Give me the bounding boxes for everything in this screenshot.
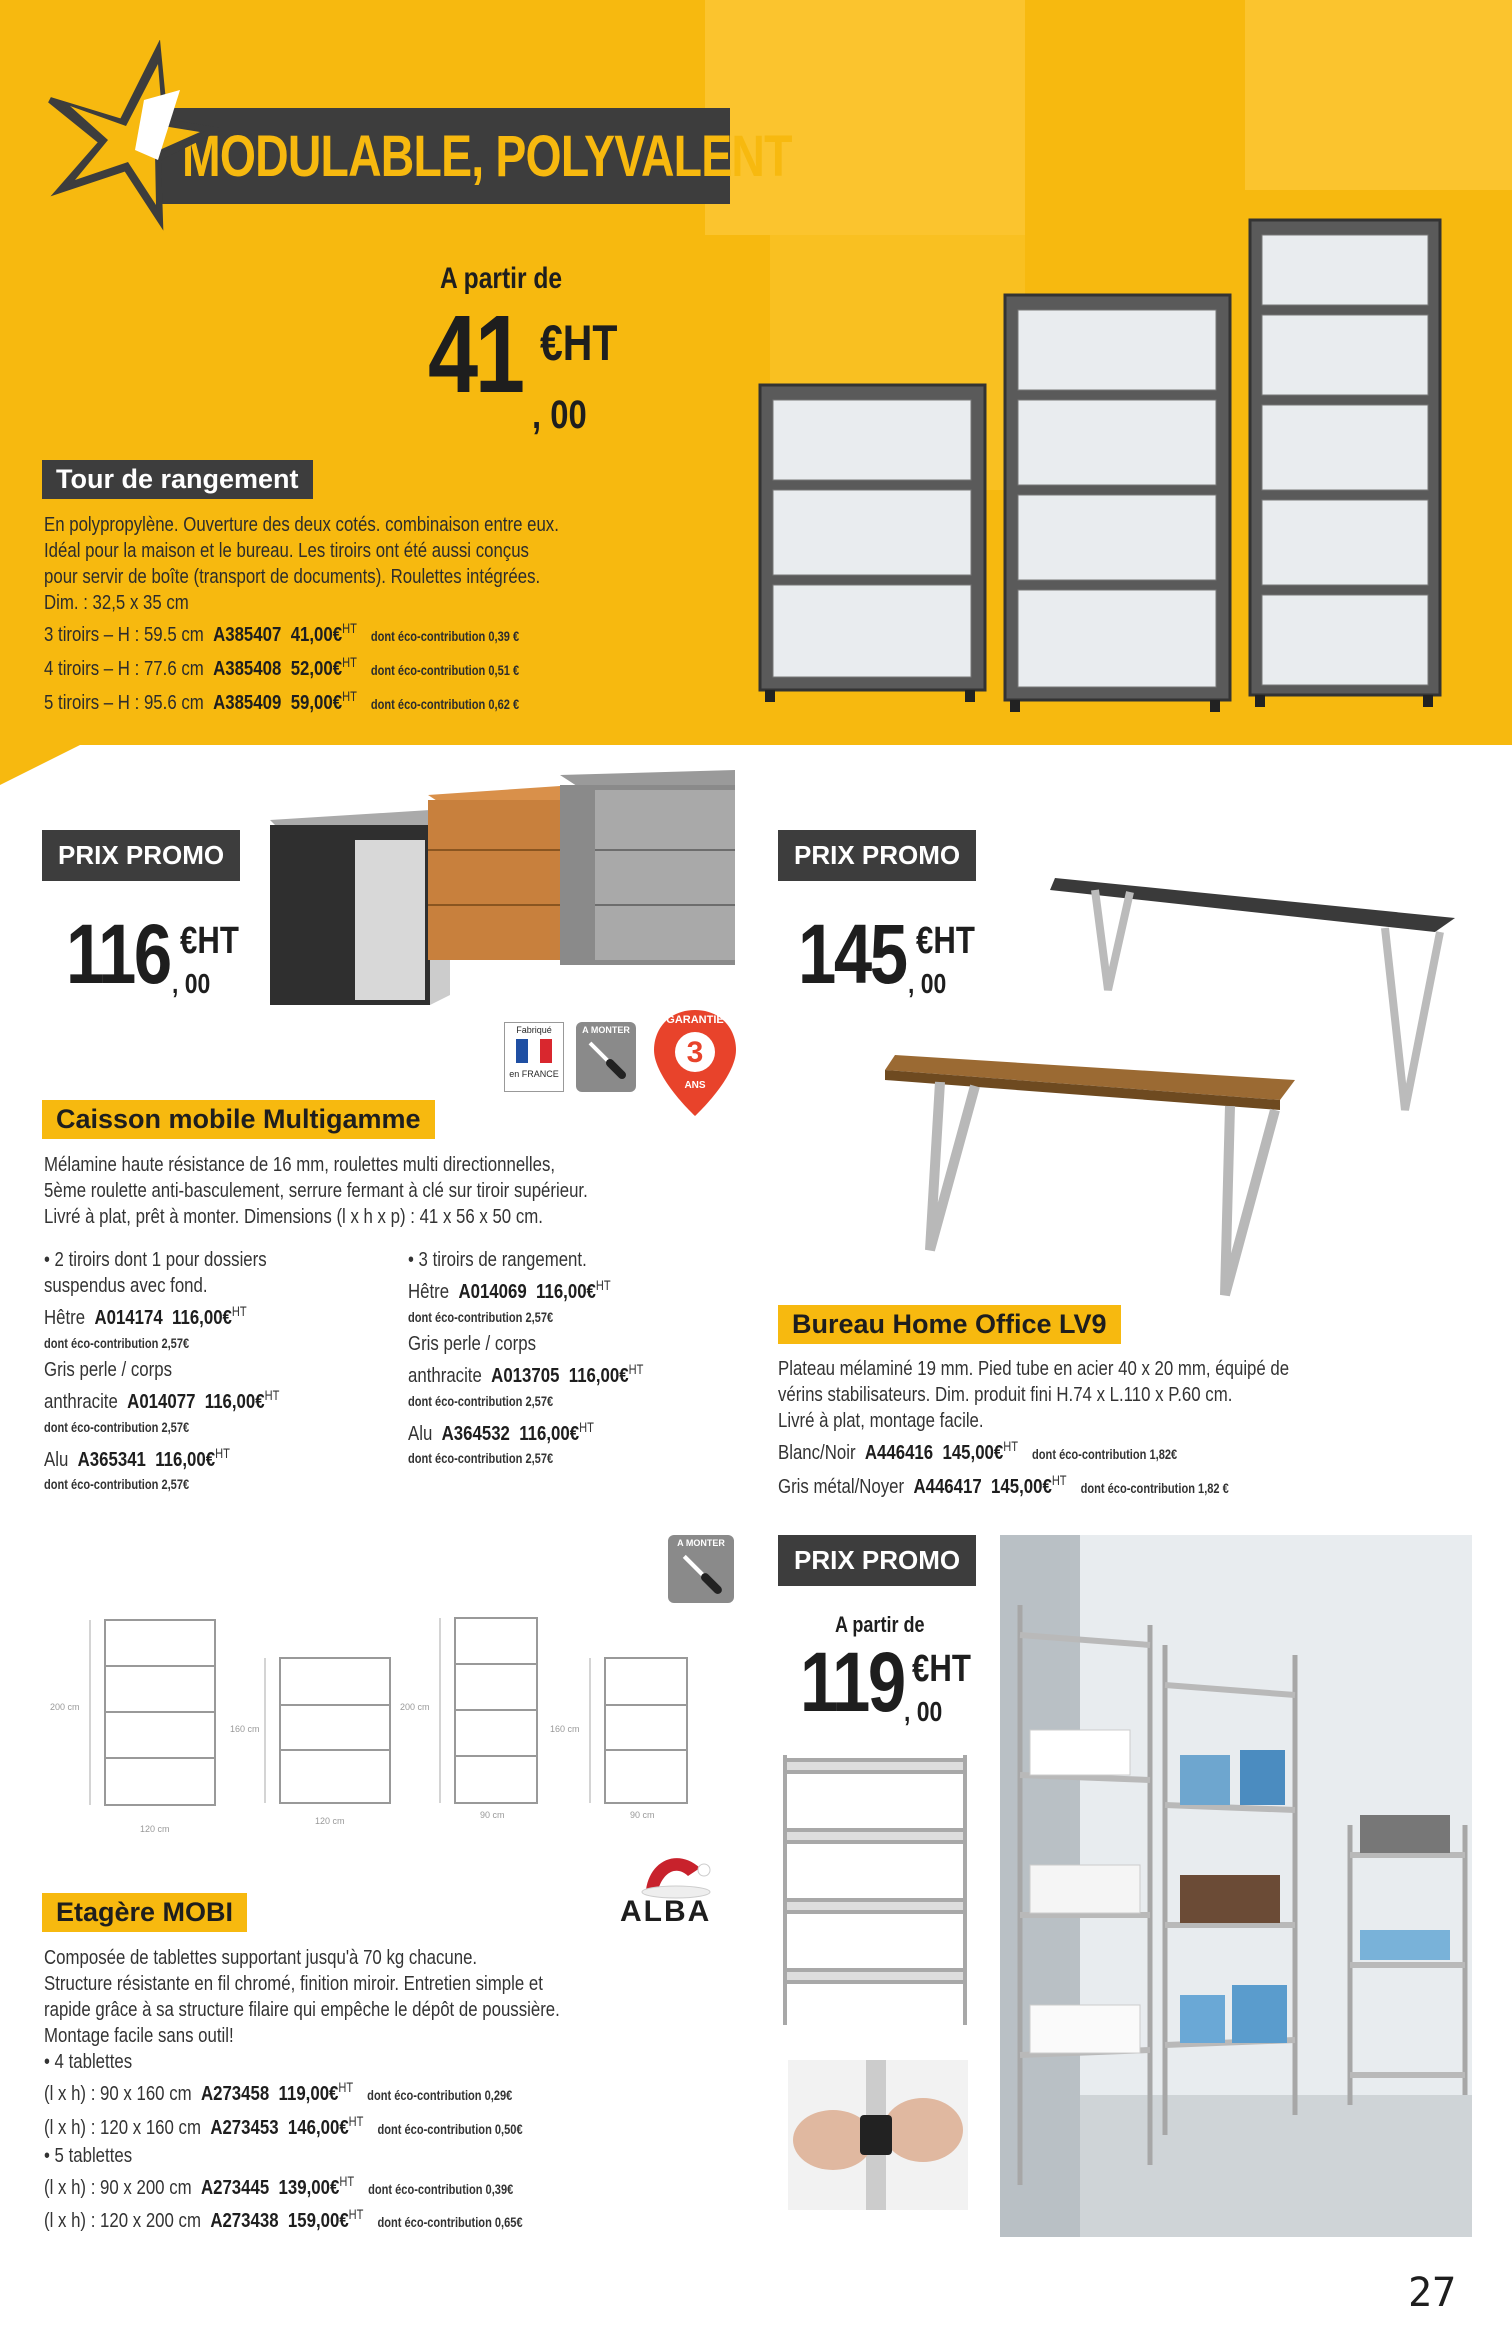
bureau-price-int: 145: [798, 907, 906, 1001]
garantie-badge: GARANTIE 3 ANS: [650, 1008, 740, 1118]
banner-title: MODULABLE, POLYVALENT: [182, 123, 792, 189]
bureau-price-decimals: , 00: [908, 968, 947, 999]
tour-description: En polypropylène. Ouverture des deux cotés. combinaison entre eux. Idéal pour la maison et le bureau. Les tiroirs ont été aussi conçus pour servir de boîte (transport de documents). Roulettes intégrées. Dim. : 32,5 x 35 cm 3 tiroirs – H : 59.5 cm A385407 41,00€$^{HT}$ dont éco-contribution 0,39 € 4 tiroirs – H : 77.6 cm A385408 52,00€$^{HT}$ dont éco-contribution 0,51 € 5 tiroirs – H : 95.6 cm A385409 59,00€$^{HT}$ dont éco-contribution 0,62 €: [44, 512, 559, 717]
tour-price-decimals: , 00: [532, 393, 587, 437]
caisson-price-decimals: , 00: [172, 968, 211, 999]
etagere-price-decimals: , 00: [904, 1696, 943, 1727]
tour-price-currency: €HT: [540, 315, 618, 371]
tour-line: 4 tiroirs – H : 77.6 cm A385408 52,00€$^{HT}$ dont éco-contribution 0,51 €: [44, 654, 520, 680]
caisson-title: Caisson mobile Multigamme: [42, 1100, 435, 1139]
caisson-price-int: 116: [66, 907, 170, 1001]
caisson-col2: • 3 tiroirs de rangement. Hêtre A014069 116,00€$^{HT}$ dont éco-contribution 2,57€ Gris perle / corps anthracite A013705 116,00€$^{HT}$ dont éco-contribution 2,57€ Alu A364532 116,00€$^{HT}$ dont éco-contribution 2,57€: [408, 1248, 644, 1467]
dim-label: 120 cm: [140, 1824, 170, 1834]
dim-label: 120 cm: [315, 1816, 345, 1826]
section-banner: [150, 108, 792, 204]
a-monter-badge: A MONTER: [576, 1022, 636, 1092]
etagere-dimensions-diagram: [50, 1610, 710, 1850]
caisson-col1: • 2 tiroirs dont 1 pour dossiers suspendus avec fond. Hêtre A014174 116,00€$^{HT}$ dont éco-contribution 2,57€ Gris perle / corps anthracite A014077 116,00€$^{HT}$ dont éco-contribution 2,57€ Alu A365341 116,00€$^{HT}$ dont éco-contribution 2,57€: [44, 1248, 280, 1493]
tour-from-label: A partir de: [440, 262, 563, 295]
caisson-description: Mélamine haute résistance de 16 mm, roulettes multi directionnelles, 5ème roulette anti-basculement, serrure fermant à clé sur tiroir supérieur. Livré à plat, prêt à monter. Dimensions (l x h x p) : 41 x 56 x 50 cm.: [44, 1153, 588, 1228]
france-flag-icon: [514, 1035, 554, 1067]
tour-line: 3 tiroirs – H : 59.5 cm A385407 41,00€$^{HT}$ dont éco-contribution 0,39 €: [44, 621, 520, 646]
etagere-title: Etagère MOBI: [42, 1893, 247, 1932]
fabrique-france-badge: Fabriqué en FRANCE: [504, 1022, 564, 1092]
etagere-a-monter-badge: A MONTER: [668, 1535, 734, 1603]
tour-price-int: 41: [428, 293, 522, 416]
dim-label: 200 cm: [400, 1702, 430, 1712]
etagere-line: (l x h) : 90 x 200 cm A273445 139,00€$^{HT}$ dont éco-contribution 0,39€: [44, 2173, 514, 2199]
bureau-title: Bureau Home Office LV9: [778, 1305, 1121, 1344]
dim-label: 200 cm: [50, 1702, 80, 1712]
etagere-line: (l x h) : 120 x 160 cm A273453 146,00€$^{HT}$ dont éco-contribution 0,50€: [44, 2113, 523, 2139]
caisson-image: [260, 770, 740, 1020]
caisson-price-currency: €HT: [180, 920, 239, 962]
star-icon: [40, 40, 220, 240]
dim-label: 90 cm: [630, 1810, 655, 1820]
bureau-promo-badge: PRIX PROMO: [778, 830, 976, 881]
bureau-description: Plateau mélaminé 19 mm. Pied tube en acier 40 x 20 mm, équipé de vérins stabilisateurs. Dim. produit fini H.74 x L.110 x P.60 cm. Livré à plat, montage facile. Blanc/Noir A446416 145,00€$^{HT}$ dont éco-contribution 1,82€ Gris métal/Noyer A446417 145,00€$^{HT}$ dont éco-contribution 1,82 €: [778, 1356, 1289, 1502]
etagere-line: (l x h) : 90 x 160 cm A273458 119,00€$^{HT}$ dont éco-contribution 0,29€: [44, 2080, 513, 2105]
etagere-price-int: 119: [800, 1635, 904, 1729]
etagere-description: Composée de tablettes supportant jusqu'à 70 kg chacune. Structure résistante en fil chromé, finition miroir. Entretien simple et rapide grâce à sa structure filaire qui empêche le dépôt de poussière. Montage facile sans outil! • 4 tablettes (l x h) : 90 x 160 cm A273458 119,00€$^{HT}$ dont éco-contribution 0,29€ (l x h) : 120 x 160 cm A273453 146,00€$^{HT}$ dont éco-contribution 0,50€ • 5 tablettes (l x h) : 90 x 200 cm A273445 139,00€$^{HT}$ dont éco-contribution 0,39€ (l x h) : 120 x 200 cm A273438 159,00€$^{HT}$ dont éco-contribution 0,65€: [44, 1945, 560, 2236]
dim-label: 90 cm: [480, 1810, 505, 1820]
etagere-product-image: [775, 1750, 975, 2030]
bureau-line: Gris métal/Noyer A446417 145,00€$^{HT}$ dont éco-contribution 1,82 €: [778, 1472, 1229, 1498]
bureau-line: Blanc/Noir A446416 145,00€$^{HT}$ dont éco-contribution 1,82€: [778, 1439, 1178, 1464]
bureau-image: [880, 870, 1460, 1310]
yellow-corner: [0, 745, 80, 785]
dim-label: 160 cm: [230, 1724, 260, 1734]
page-number: 27: [1408, 2270, 1457, 2316]
deco-block: [1245, 0, 1512, 190]
bureau-price-currency: €HT: [916, 920, 975, 962]
tour-title: Tour de rangement: [42, 460, 313, 499]
screwdriver-icon: [584, 1035, 628, 1079]
etagere-price-currency: €HT: [912, 1648, 971, 1690]
caisson-promo-badge: PRIX PROMO: [42, 830, 240, 881]
etagere-line: (l x h) : 120 x 200 cm A273438 159,00€$^{HT}$ dont éco-contribution 0,65€: [44, 2207, 523, 2233]
deco-block: [705, 0, 1025, 235]
screwdriver-icon: [678, 1548, 724, 1594]
dim-label: 160 cm: [550, 1724, 580, 1734]
tour-line: 5 tiroirs – H : 95.6 cm A385409 59,00€$^{HT}$ dont éco-contribution 0,62 €: [44, 688, 520, 714]
etagere-from-label: A partir de: [835, 1612, 925, 1637]
storage-towers-image: [755, 210, 1445, 720]
etagere-clip-image: [788, 2060, 968, 2210]
etagere-room-image: [1000, 1535, 1472, 2237]
alba-brand: ALBA: [620, 1895, 712, 1928]
etagere-promo-badge: PRIX PROMO: [778, 1535, 976, 1586]
